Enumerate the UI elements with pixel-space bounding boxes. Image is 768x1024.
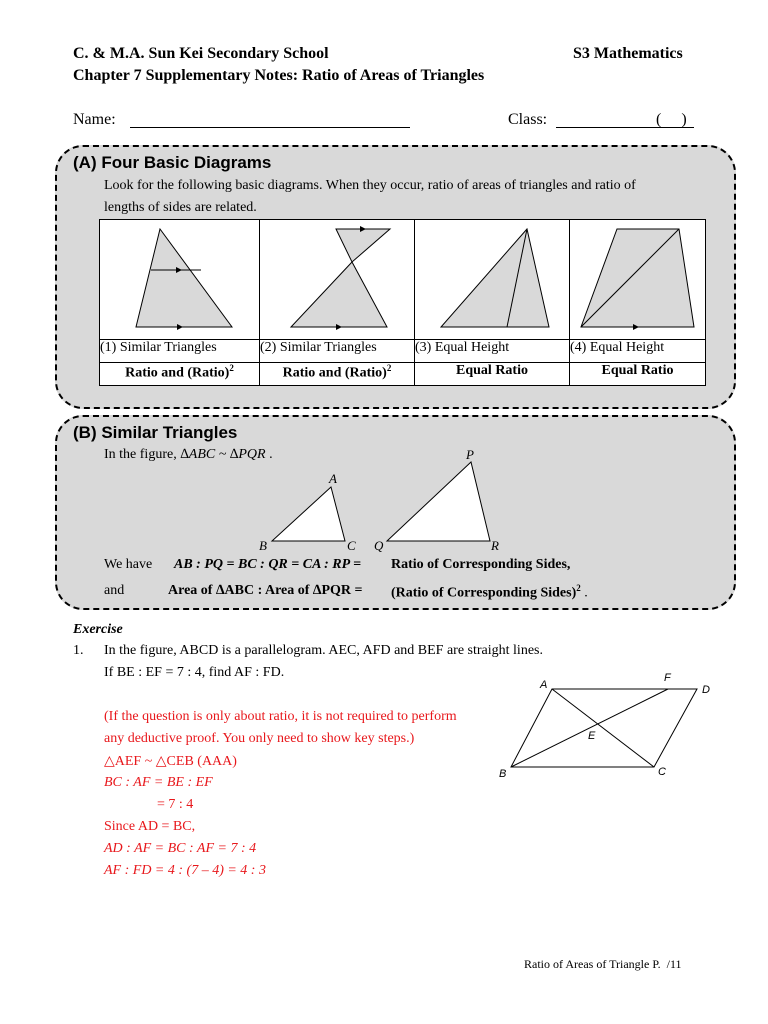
diagram-3-cell xyxy=(415,220,570,340)
fig-label-f: F xyxy=(664,672,671,684)
solution-line-6: Since AD = BC, xyxy=(104,819,196,834)
page-footer: Ratio of Areas of Triangle P. /11 xyxy=(524,957,682,971)
exercise-heading: Exercise xyxy=(73,622,123,637)
name-label: Name: xyxy=(73,111,116,128)
diagram-1-result: Ratio and (Ratio)$^2$ xyxy=(100,363,260,386)
class-label: Class: xyxy=(508,111,548,128)
vertex-q-label: Q xyxy=(374,538,384,553)
chapter-title: Chapter 7 Supplementary Notes: Ratio of Areas of Triangles xyxy=(73,67,485,84)
question-number: 1. xyxy=(73,643,84,658)
diagram-1-cell xyxy=(100,220,260,340)
question-line2: If BE : EF = 7 : 4, find AF : FD. xyxy=(104,665,285,680)
section-b-intro: In the figure, ∆ABC ~ ∆PQR . xyxy=(104,447,273,462)
solution-line-1: (If the question is only about ratio, it is not required to perform xyxy=(104,709,457,724)
solution-line-5: = 7 : 4 xyxy=(157,797,194,812)
section-a-intro-line1: Look for the following basic diagrams. When they occur, ratio of areas of triangles and ratio of xyxy=(104,178,636,193)
vertex-p-label: P xyxy=(466,447,474,462)
fig-label-b: B xyxy=(499,768,507,780)
vertex-a-label: A xyxy=(329,471,337,486)
similar-triangles-figure xyxy=(260,450,520,550)
diagram-2-result: Ratio and (Ratio)$^2$ xyxy=(260,363,415,386)
question-line1: In the figure, ABCD is a parallelogram. AEC, AFD and BEF are straight lines. xyxy=(104,643,543,658)
diagram-4-caption: (4) Equal Height xyxy=(570,340,706,363)
basic-diagrams-table xyxy=(99,219,706,386)
area-ratio-result: (Ratio of Corresponding Sides)$^2$ . xyxy=(391,583,588,601)
class-number-bracket: ( ) xyxy=(656,111,687,128)
vertex-r-label: R xyxy=(491,538,499,553)
diagram-4-equal-height xyxy=(570,220,705,334)
we-have-label: We have xyxy=(104,557,153,572)
vertex-b-label: B xyxy=(259,538,267,553)
section-a-intro-line2: lengths of sides are related. xyxy=(104,200,257,215)
and-label: and xyxy=(104,583,125,598)
solution-line-2: any deductive proof. You only need to show key steps.) xyxy=(104,731,415,746)
fig-label-e: E xyxy=(588,730,596,742)
diagram-3-equal-height xyxy=(415,220,569,334)
diagram-4-result: Equal Ratio xyxy=(570,363,706,386)
fig-label-d: D xyxy=(702,684,710,696)
diagram-1-caption: (1) Similar Triangles xyxy=(100,340,260,363)
solution-line-3: △AEF ~ △CEB (AAA) xyxy=(104,754,237,769)
corresponding-sides-name: Ratio of Corresponding Sides, xyxy=(391,557,571,572)
diagram-4-cell xyxy=(570,220,706,340)
corresponding-sides-equation: AB : PQ = BC : QR = CA : RP = xyxy=(174,557,362,572)
vertex-c-label: C xyxy=(347,538,356,553)
diagram-1-similar-triangles xyxy=(100,220,259,334)
parallelogram-figure xyxy=(500,680,710,780)
fig-label-a: A xyxy=(540,679,548,691)
subject-name: S3 Mathematics xyxy=(573,45,683,62)
school-name: C. & M.A. Sun Kei Secondary School xyxy=(73,45,329,62)
section-b-title: (B) Similar Triangles xyxy=(73,423,238,442)
name-blank xyxy=(130,127,410,128)
diagram-3-caption: (3) Equal Height xyxy=(415,340,570,363)
fig-label-c: C xyxy=(658,766,666,778)
solution-line-7: AD : AF = BC : AF = 7 : 4 xyxy=(104,841,257,856)
area-ratio-equation: Area of ∆ABC : Area of ∆PQR = xyxy=(168,583,363,598)
diagram-3-result: Equal Ratio xyxy=(415,363,570,386)
solution-line-4: BC : AF = BE : EF xyxy=(104,775,213,790)
section-a-title: (A) Four Basic Diagrams xyxy=(73,153,272,172)
solution-line-8: AF : FD = 4 : (7 – 4) = 4 : 3 xyxy=(104,863,266,878)
diagram-2-similar-triangles xyxy=(260,220,414,334)
diagram-2-caption: (2) Similar Triangles xyxy=(260,340,415,363)
diagram-2-cell xyxy=(260,220,415,340)
